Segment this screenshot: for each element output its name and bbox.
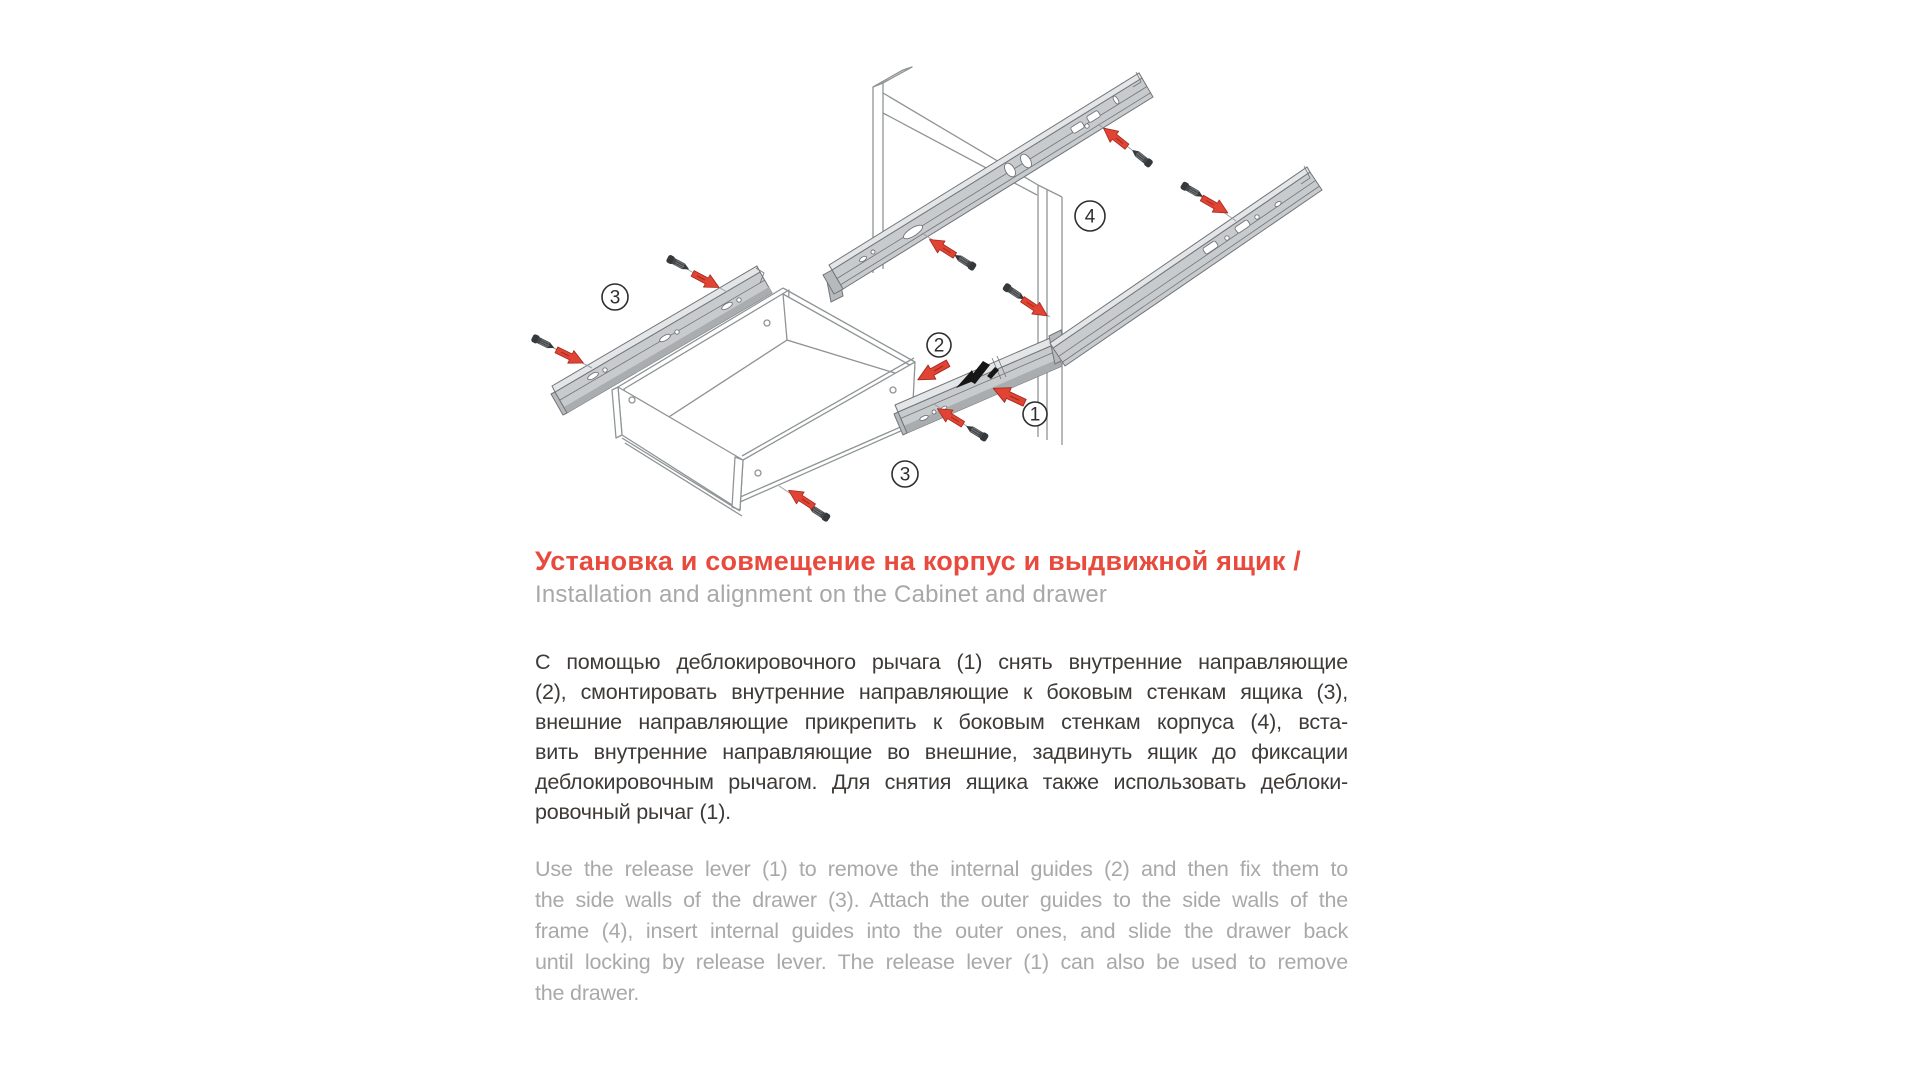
instructions-ru — [535, 647, 1348, 827]
instructions-en — [535, 854, 1348, 1009]
installation-diagram — [520, 40, 1400, 550]
text-line: the side walls of the drawer (3). Attach the outer guides to the side walls of the — [535, 888, 1348, 912]
red-arrow-icon — [926, 234, 959, 262]
callout-drawer-rail-bottom — [892, 461, 918, 487]
svg-text:2: 2 — [933, 335, 945, 357]
section-title-en: Installation and alignment on the Cabinet and drawer — [535, 581, 1108, 608]
text-line: (2), смонтировать внутренние направляющие к боковым стенкам ящика (3), — [535, 680, 1348, 704]
text-line: С помощью деблокировочного рычага (1) снять внутренние направляющие — [535, 650, 1348, 674]
svg-text:4: 4 — [1084, 206, 1096, 228]
text-line: Use the release lever (1) to remove the internal guides (2) and then fix them to — [535, 857, 1348, 881]
text-line: frame (4), insert internal guides into the outer ones, and slide the drawer back — [535, 919, 1348, 943]
red-arrow-icon — [553, 344, 586, 370]
svg-text:3: 3 — [899, 464, 911, 486]
callout-cabinet-rail — [1075, 201, 1105, 231]
screw-icon — [1129, 147, 1153, 169]
text-column — [535, 546, 1348, 1009]
text-line: ровочный рычаг (1). — [535, 800, 731, 824]
callout-drawer-rail-left — [602, 284, 628, 310]
screw-icon — [964, 422, 989, 442]
red-arrow-icon — [785, 484, 818, 512]
callout-inner-guide — [927, 333, 951, 357]
section-title-ru: Установка и совмещение на корпус и выдвижной ящик / — [535, 546, 1301, 576]
svg-text:1: 1 — [1029, 404, 1041, 426]
red-arrow-icon — [1018, 293, 1051, 321]
screw-icon — [530, 334, 556, 352]
text-line: вить внутренние направляющие во внешние, задвинуть ящик до фиксации — [535, 740, 1348, 764]
red-arrow-icon — [1198, 192, 1231, 219]
text-line: деблокировочным рычагом. Для снятия ящика также использовать деблоки- — [535, 770, 1348, 794]
svg-text:3: 3 — [609, 287, 621, 309]
red-arrow-icon — [914, 356, 952, 387]
text-line: the drawer. — [535, 981, 640, 1005]
screw-icon — [1180, 181, 1205, 201]
callout-release-lever — [1023, 402, 1047, 426]
drawer-box — [609, 287, 915, 516]
text-line: внешние направляющие прикрепить к боковым стенкам корпуса (4), вста- — [535, 710, 1348, 734]
cabinet-rail-right — [1049, 166, 1322, 366]
text-line: until locking by release lever. The release lever (1) can also be used to remove — [535, 950, 1348, 974]
screw-icon — [666, 254, 692, 273]
